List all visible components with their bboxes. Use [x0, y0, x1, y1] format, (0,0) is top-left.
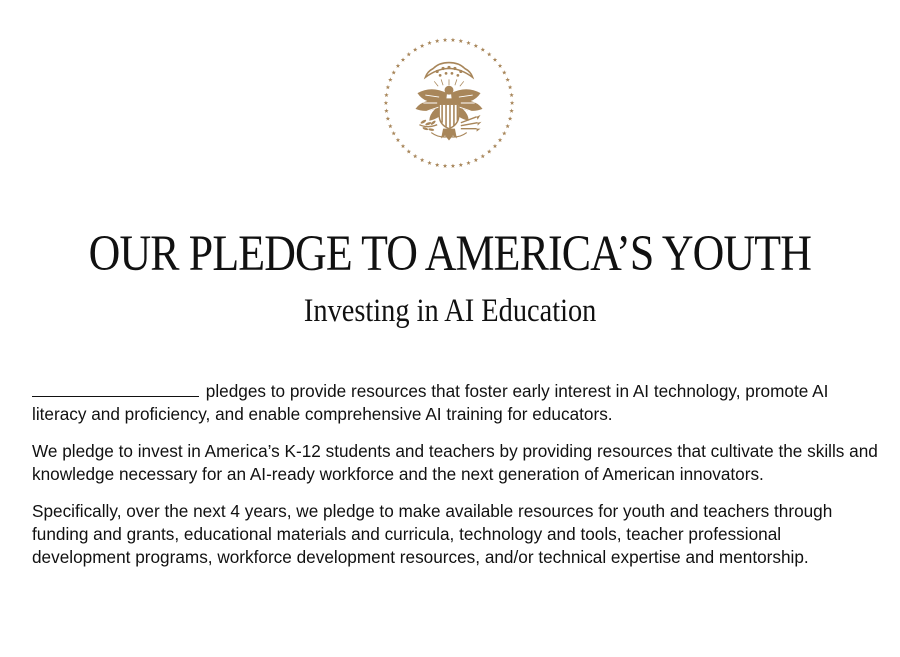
seal-star: [386, 85, 390, 89]
seal-star: [407, 52, 412, 56]
pledge-paragraph-3: Specifically, over the next 4 years, we pledge to make available resources for youth and teachers through funding and grants, educational materials and curricula, technology and tools, teacher professional development programs, workforce development resources, and/or technical expertise and mentorship.: [32, 501, 833, 567]
seal-star: [466, 161, 471, 165]
seal-star: [435, 163, 439, 167]
seal-star: [386, 116, 390, 120]
seal-star: [413, 154, 418, 158]
seal-star: [502, 131, 507, 135]
page-subtitle: Investing in AI Education: [303, 293, 597, 329]
seal-star: [451, 38, 455, 42]
page-title: OUR PLEDGE TO AMERICA’S YOUTH: [88, 226, 812, 282]
seal-star: [384, 109, 389, 113]
seal-star: [443, 164, 447, 168]
seal-star: [459, 39, 463, 43]
seal-star: [420, 158, 424, 162]
seal-star: [396, 64, 401, 68]
seal-star: [509, 93, 514, 97]
seal-star: [401, 57, 406, 61]
seal-star: [474, 158, 478, 162]
seal-star: [481, 47, 486, 51]
seal-star: [407, 149, 412, 153]
seal-star: [502, 70, 507, 74]
seal-star: [474, 44, 478, 48]
seal-star: [498, 138, 503, 142]
organization-name-blank: [32, 380, 199, 397]
seal-star: [451, 164, 455, 168]
pledge-paragraph-1-text: pledges to provide resources that foster early interest in AI technology, promote AI literacy and proficiency, and enable comprehensive AI training for educators.: [32, 381, 829, 424]
seal-star: [384, 101, 388, 105]
seal-star: [508, 85, 512, 89]
seal-star: [427, 161, 432, 165]
seal-star: [459, 163, 463, 167]
seal-star: [498, 64, 503, 68]
seal-star: [388, 124, 393, 128]
seal-star: [466, 41, 471, 45]
seal-star: [508, 116, 512, 120]
seal-star: [435, 39, 439, 43]
seal-star: [413, 47, 418, 51]
seal-star: [505, 77, 510, 81]
seal-star: [396, 138, 401, 142]
seal-star: [401, 144, 406, 148]
seal-star: [505, 124, 510, 128]
seal-star: [510, 101, 514, 105]
pledge-paragraph-1: [32, 380, 882, 426]
seal-star: [493, 144, 498, 148]
seal-star: [493, 57, 498, 61]
seal-star: [481, 154, 486, 158]
seal-star: [391, 131, 396, 135]
pledge-paragraph-2: We pledge to invest in America’s K-12 students and teachers by providing resources that cultivate the skills and knowledge necessary for an AI-ready workforce and the next generation of American innovators.: [32, 441, 878, 484]
seal-star: [427, 41, 432, 45]
seal-star: [420, 44, 424, 48]
seal-star: [384, 93, 389, 97]
seal-star: [487, 149, 492, 153]
seal-star: [391, 70, 396, 74]
pledge-body: [32, 380, 882, 583]
seal-star: [487, 52, 492, 56]
seal-star: [443, 38, 447, 42]
presidential-seal-icon: [380, 34, 518, 172]
seal-star: [388, 77, 393, 81]
seal-star: [509, 109, 514, 113]
